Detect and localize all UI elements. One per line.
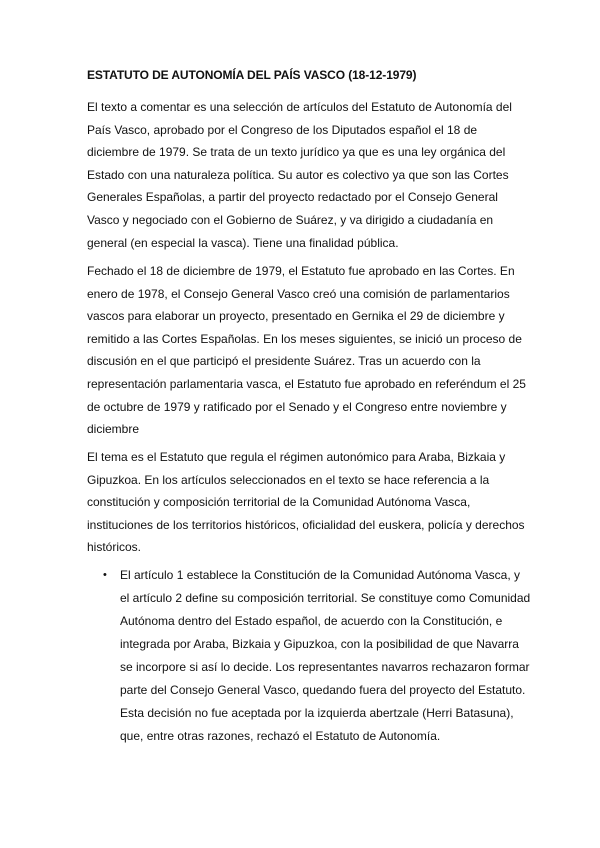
paragraph-context: Fechado el 18 de diciembre de 1979, el Estatuto fue aprobado en las Cortes. En enero de 1978, el Consejo General Vasco creó una comisión de parlamentarios vascos para elaborar un proyecto, presentado en Gernika el 29 de diciembre y remitido a las Cortes Españolas. En los meses siguientes, se inició un proceso de discusión en el que participó el presidente Suárez. Tras un acuerdo con la representación parlamentaria vasca, el Estatuto fue aprobado en referéndum el 25 de octubre de 1979 y ratificado por el Senado y el Congreso entre noviembre y diciembre bbox=[87, 264, 526, 437]
bullet-icon: • bbox=[103, 569, 107, 581]
bullet-text: El artículo 1 establece la Constitución de la Comunidad Autónoma Vasca, y el artículo 2 define su composición territorial. Se constituye como Comunidad Autónoma dentro del Estado español, de acuerdo con la Constitución, e integrada por Araba, Bizkaia y Gipuzkoa, con la posibilidad de que Navarra se incorpore si así lo decide. Los representantes navarros rechazaron formar parte del Consejo General Vasco, quedando fuera del proyecto del Estatuto. Esta decisión no fue aceptada por la izquierda abertzale (Herri Batasuna), que, entre otras razones, rechazó el Estatuto de Autonomía. bbox=[120, 568, 531, 743]
paragraph-introduction: El texto a comentar es una selección de artículos del Estatuto de Autonomía del País Vasco, aprobado por el Congreso de los Diputados español el 18 de diciembre de 1979. Se trata de un texto jurídico ya que es una ley orgánica del Estado con una naturaleza política. Su autor es colectivo ya que son las Cortes Generales Españolas, a partir del proyecto redactado por el Consejo General Vasco y negociado con el Gobierno de Suárez, y va dirigido a ciudadanía en general (en especial la vasca). Tiene una finalidad pública. bbox=[87, 100, 512, 250]
list-item bbox=[100, 564, 532, 748]
document-title: ESTATUTO DE AUTONOMÍA DEL PAÍS VASCO (18-12-1979) bbox=[87, 68, 417, 82]
paragraph-theme: El tema es el Estatuto que regula el régimen autonómico para Araba, Bizkaia y Gipuzkoa. En los artículos seleccionados en el texto se hace referencia a la constitución y composición territorial de la Comunidad Autónoma Vasca, instituciones de los territorios históricos, oficialidad del euskera, policía y derechos históricos. bbox=[87, 450, 525, 555]
bullet-list bbox=[100, 564, 532, 748]
